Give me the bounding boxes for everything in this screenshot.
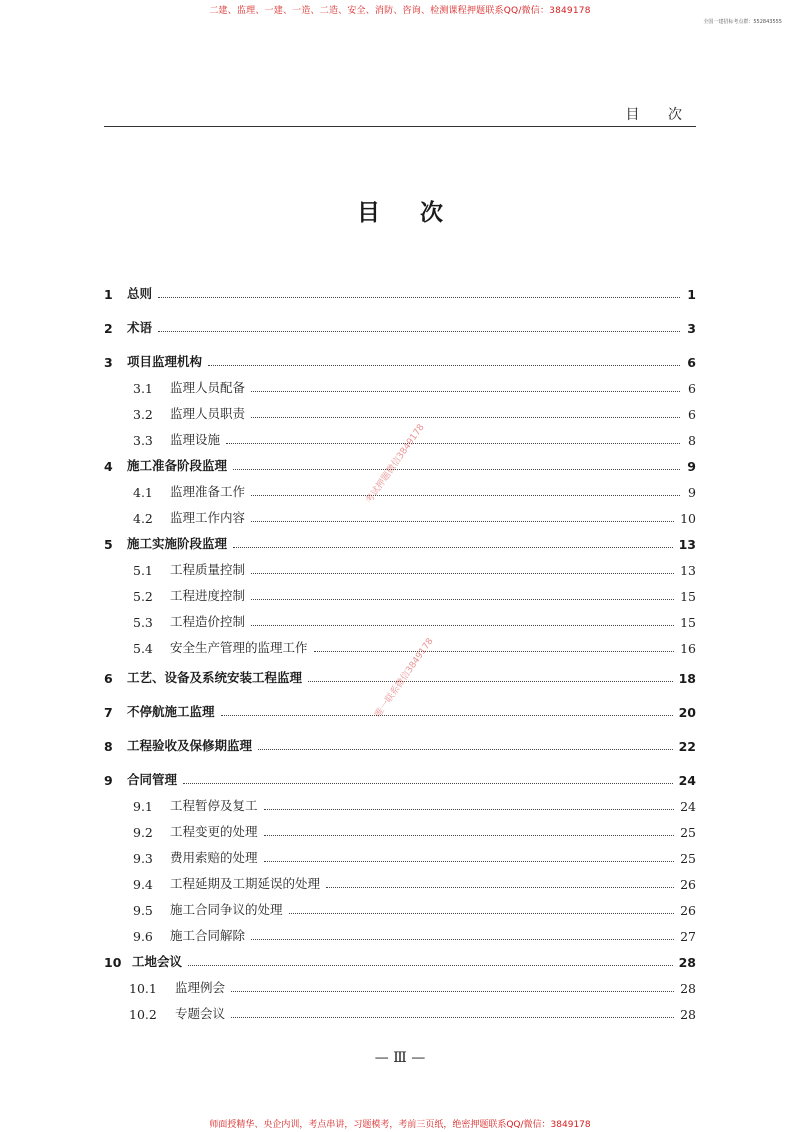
- toc-entry[interactable]: [104, 698, 696, 720]
- toc-entry-number: 9.2: [133, 825, 153, 840]
- toc-entry-title: 监理人员配备: [170, 380, 246, 395]
- toc-entry-page: 16: [680, 641, 696, 656]
- toc-leader-dots: [251, 417, 680, 418]
- toc-entry-number: 9: [104, 773, 113, 788]
- toc-leader-dots: [264, 835, 675, 836]
- toc-leader-dots: [221, 715, 673, 716]
- watermark-text: 考试押题微信3849178: [364, 422, 427, 506]
- toc-leader-dots: [251, 391, 680, 392]
- toc-entry[interactable]: [104, 1000, 696, 1022]
- top-ad-banner: 二建、监理、一建、一造、二造、安全、消防、咨询、检测课程押题联系QQ/微信：3849178: [209, 6, 591, 16]
- toc-entry-page: 28: [678, 955, 696, 970]
- top-right-note: 全国一建招标考点群：552843555: [703, 19, 782, 25]
- toc-entry-number: 4: [104, 459, 113, 474]
- toc-leader-dots: [258, 749, 673, 750]
- toc-entry-page: 1: [687, 287, 696, 302]
- toc-entry[interactable]: [104, 818, 696, 840]
- toc-entry-number: 2: [104, 321, 113, 336]
- toc-entry[interactable]: [104, 922, 696, 944]
- toc-entry-number: 9.5: [133, 903, 153, 918]
- toc-leader-dots: [251, 939, 674, 940]
- toc-entry-title: 工程造价控制: [170, 614, 246, 629]
- toc-leader-dots: [188, 965, 673, 966]
- toc-entry-title: 监理设施: [170, 432, 221, 447]
- toc-leader-dots: [308, 681, 673, 682]
- toc-entry-number: 4.2: [133, 511, 153, 526]
- toc-entry-number: 9.6: [133, 929, 153, 944]
- toc-leader-dots: [158, 331, 680, 332]
- toc-entry[interactable]: [104, 792, 696, 814]
- toc-entry-title: 术语: [127, 320, 153, 335]
- toc-entry-number: 10.1: [129, 981, 157, 996]
- toc-entry-title: 监理例会: [175, 980, 226, 995]
- toc-entry-title: 工艺、设备及系统安装工程监理: [127, 670, 303, 685]
- toc-entry-title: 工程变更的处理: [170, 824, 258, 839]
- toc-entry-title: 合同管理: [127, 772, 178, 787]
- toc-entry-page: 25: [680, 851, 696, 866]
- toc-entry-number: 7: [104, 705, 113, 720]
- toc-leader-dots: [208, 365, 680, 366]
- toc-entry-title: 专题会议: [175, 1006, 226, 1021]
- toc-entry-number: 5.1: [133, 563, 153, 578]
- toc-entry-title: 项目监理机构: [127, 354, 203, 369]
- toc-entry[interactable]: [104, 374, 696, 396]
- toc-leader-dots: [251, 573, 674, 574]
- toc-leader-dots: [264, 809, 675, 810]
- toc-entry[interactable]: [104, 948, 696, 970]
- toc-entry-title: 工程延期及工期延误的处理: [170, 876, 321, 891]
- toc-entry[interactable]: [104, 608, 696, 630]
- toc-entry-number: 6: [104, 671, 113, 686]
- toc-entry-title: 监理人员职责: [170, 406, 246, 421]
- toc-leader-dots: [233, 547, 673, 548]
- toc-entry-page: 22: [678, 739, 696, 754]
- toc-entry-page: 6: [688, 381, 696, 396]
- toc-leader-dots: [289, 913, 675, 914]
- toc-entry-number: 5.4: [133, 641, 153, 656]
- toc-leader-dots: [251, 625, 674, 626]
- toc-entry-number: 4.1: [133, 485, 153, 500]
- toc-entry[interactable]: [104, 530, 696, 552]
- toc-leader-dots: [158, 297, 680, 298]
- toc-entry-title: 施工实施阶段监理: [127, 536, 228, 551]
- toc-entry[interactable]: [104, 478, 696, 500]
- toc-entry-title: 不停航施工监理: [127, 704, 215, 719]
- toc-leader-dots: [226, 443, 680, 444]
- toc-entry-page: 20: [678, 705, 696, 720]
- toc-leader-dots: [231, 991, 674, 992]
- toc-entry[interactable]: [104, 280, 696, 302]
- toc-entry-page: 28: [680, 981, 696, 996]
- toc-leader-dots: [251, 521, 674, 522]
- toc-entry-number: 5.2: [133, 589, 153, 604]
- toc-leader-dots: [231, 1017, 674, 1018]
- toc-entry-number: 9.4: [133, 877, 153, 892]
- table-of-contents: [104, 280, 696, 1022]
- toc-entry-title: 工程质量控制: [170, 562, 246, 577]
- toc-entry-title: 费用索赔的处理: [170, 850, 258, 865]
- toc-entry-title: 总则: [127, 286, 153, 301]
- toc-entry-page: 26: [680, 903, 696, 918]
- toc-leader-dots: [251, 495, 680, 496]
- footer-page-number: — Ⅲ —: [374, 1050, 426, 1066]
- toc-entry-title: 施工准备阶段监理: [127, 458, 228, 473]
- toc-entry-title: 监理准备工作: [170, 484, 246, 499]
- toc-entry-page: 15: [680, 615, 696, 630]
- toc-leader-dots: [233, 469, 680, 470]
- toc-entry-page: 10: [680, 511, 696, 526]
- toc-entry-number: 3.2: [133, 407, 153, 422]
- toc-leader-dots: [183, 783, 673, 784]
- toc-entry-page: 18: [678, 671, 696, 686]
- toc-entry-page: 13: [680, 563, 696, 578]
- toc-entry-page: 25: [680, 825, 696, 840]
- toc-entry-number: 9.1: [133, 799, 153, 814]
- header-divider: [104, 126, 696, 127]
- toc-entry-number: 5.3: [133, 615, 153, 630]
- toc-entry[interactable]: [104, 314, 696, 336]
- toc-entry-page: 8: [688, 433, 696, 448]
- toc-entry-page: 24: [680, 799, 696, 814]
- toc-entry-page: 28: [680, 1007, 696, 1022]
- toc-leader-dots: [264, 861, 675, 862]
- toc-entry[interactable]: [104, 348, 696, 370]
- toc-entry-number: 3: [104, 355, 113, 370]
- toc-entry[interactable]: [104, 504, 696, 526]
- toc-leader-dots: [251, 599, 674, 600]
- toc-entry-number: 8: [104, 739, 113, 754]
- toc-entry[interactable]: [104, 634, 696, 656]
- toc-entry-title: 工程暂停及复工: [170, 798, 258, 813]
- toc-entry-number: 10: [104, 955, 122, 970]
- toc-entry[interactable]: [104, 556, 696, 578]
- toc-entry[interactable]: [104, 400, 696, 422]
- toc-entry[interactable]: [104, 732, 696, 754]
- toc-entry-title: 施工合同解除: [170, 928, 246, 943]
- toc-entry-number: 5: [104, 537, 113, 552]
- toc-entry-number: 10.2: [129, 1007, 157, 1022]
- bottom-ad-banner: 师面授精华、央企内训，考点串讲，习题模考，考前三页纸，绝密押题联系QQ/微信：3849178: [209, 1120, 591, 1130]
- toc-leader-dots: [326, 887, 674, 888]
- toc-entry-number: 1: [104, 287, 113, 302]
- toc-entry-number: 3.3: [133, 433, 153, 448]
- toc-entry-title: 工程进度控制: [170, 588, 246, 603]
- toc-entry-page: 15: [680, 589, 696, 604]
- toc-entry-page: 3: [687, 321, 696, 336]
- toc-entry-page: 9: [687, 459, 696, 474]
- toc-entry-number: 3.1: [133, 381, 153, 396]
- toc-leader-dots: [314, 651, 675, 652]
- toc-entry-page: 27: [680, 929, 696, 944]
- toc-entry[interactable]: [104, 844, 696, 866]
- toc-entry-title: 安全生产管理的监理工作: [170, 640, 308, 655]
- toc-entry-title: 工地会议: [132, 954, 183, 969]
- toc-entry[interactable]: [104, 582, 696, 604]
- toc-entry-page: 6: [688, 407, 696, 422]
- toc-entry[interactable]: [104, 766, 696, 788]
- toc-entry-number: 9.3: [133, 851, 153, 866]
- watermark-text: 唯一联系微信3849178: [373, 636, 436, 720]
- toc-entry[interactable]: [104, 870, 696, 892]
- running-header: 目 次: [625, 107, 694, 123]
- toc-entry[interactable]: [104, 896, 696, 918]
- page-title: 目 次: [356, 200, 459, 226]
- toc-entry-page: 24: [678, 773, 696, 788]
- toc-entry-title: 监理工作内容: [170, 510, 246, 525]
- toc-entry-page: 13: [678, 537, 696, 552]
- toc-entry-title: 工程验收及保修期监理: [127, 738, 253, 753]
- toc-entry-page: 26: [680, 877, 696, 892]
- toc-entry-page: 9: [688, 485, 696, 500]
- toc-entry-page: 6: [687, 355, 696, 370]
- toc-entry-title: 施工合同争议的处理: [170, 902, 283, 917]
- toc-entry[interactable]: [104, 974, 696, 996]
